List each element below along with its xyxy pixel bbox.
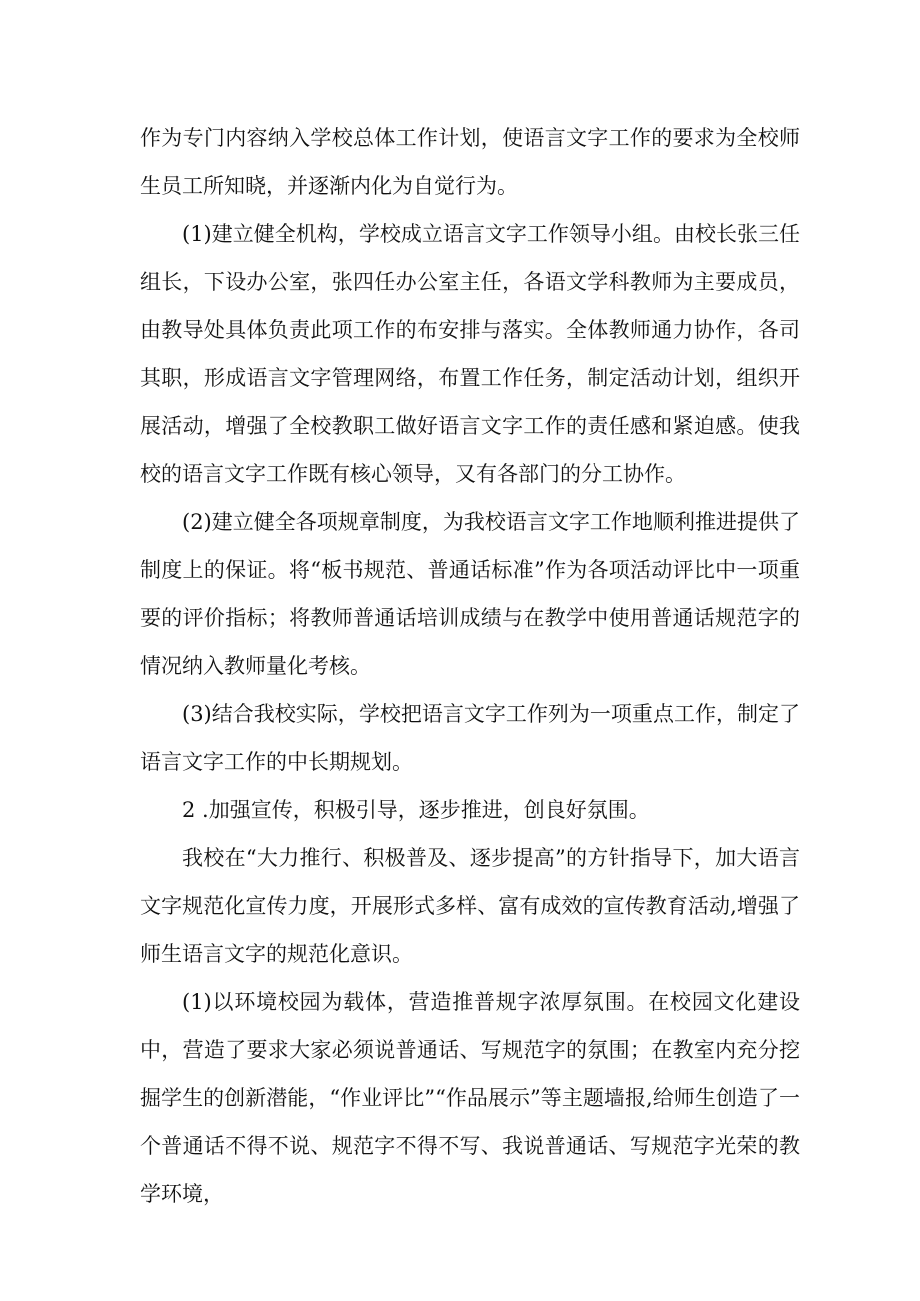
paragraph-publicity: 我校在“大力推行、积极普及、逐步提高”的方针指导下，加大语言文字规范化宣传力度，开展形式多样、富有成效的宣传教育活动,增强了师生语言文字的规范化意识。	[140, 846, 800, 966]
document-body	[140, 114, 800, 1218]
paragraph-item-1: (1)建立健全机构，学校成立语言文字工作领导小组。由校长张三任组长，下设办公室，张四任办公室主任，各语文学科教师为主要成员，由教导处具体负责此项工作的布安排与落实。全体教师通力协作，各司其职，形成语言文字管理网络，布置工作任务，制定活动计划，组织开展活动，增强了全校教职工做好语言文字工作的责任感和紧迫感。使我校的语言文字工作既有核心领导，又有各部门的分工协作。	[140, 222, 800, 486]
paragraph-continuation: 作为专门内容纳入学校总体工作计划，使语言文字工作的要求为全校师生员工所知晓，并逐渐内化为自觉行为。	[140, 126, 800, 198]
paragraph-environment: (1)以环境校园为载体，营造推普规字浓厚氛围。在校园文化建设中，营造了要求大家必须说普通话、写规范字的氛围；在教室内充分挖掘学生的创新潜能，“作业评比”“作品展示”等主题墙报,给师生创造了一个普通话不得不说、规范字不得不写、我说普通话、写规范字光荣的教学环境，	[140, 990, 800, 1206]
section-heading-2: 2 .加强宣传，积极引导，逐步推进，创良好氛围。	[182, 798, 650, 822]
paragraph-item-3: (3)结合我校实际，学校把语言文字工作列为一项重点工作，制定了语言文字工作的中长期规划。	[140, 702, 800, 774]
paragraph-item-2: (2)建立健全各项规章制度，为我校语言文字工作地顺利推进提供了制度上的保证。将“板书规范、普通话标准”作为各项活动评比中一项重要的评价指标；将教师普通话培训成绩与在教学中使用普通话规范字的情况纳入教师量化考核。	[140, 510, 800, 678]
